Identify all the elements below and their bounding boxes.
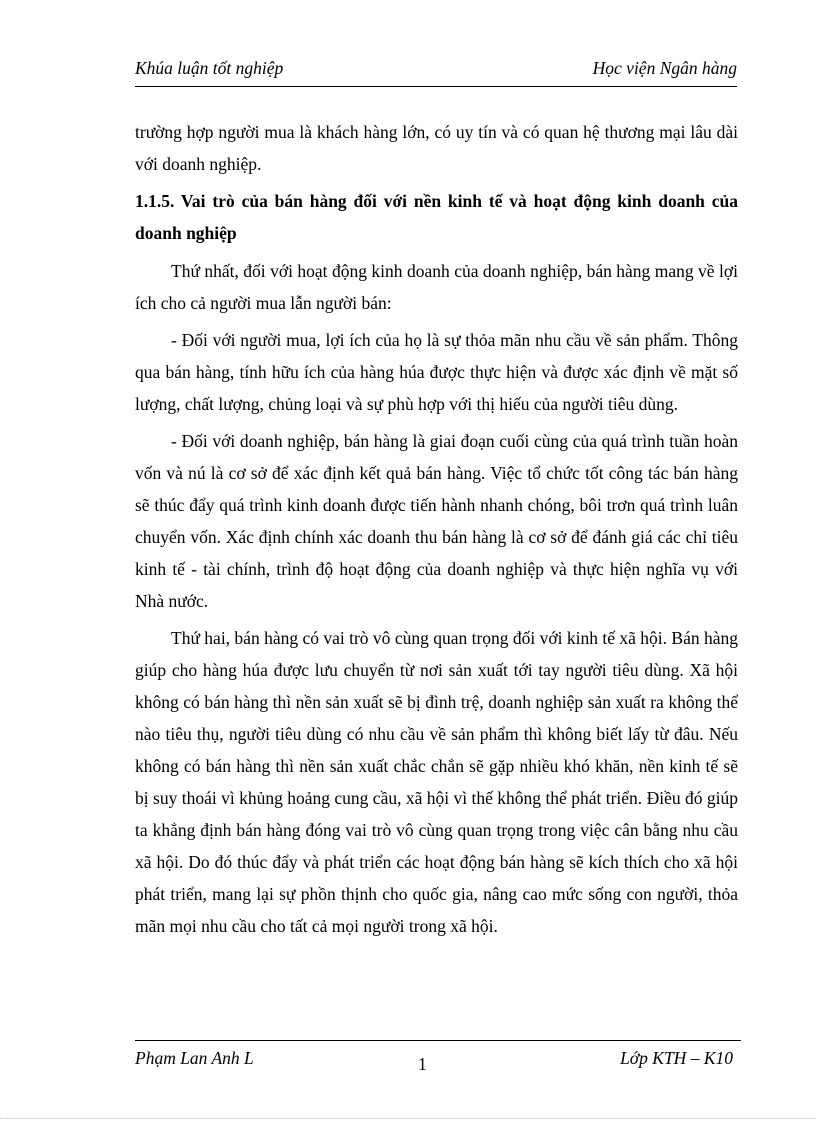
paragraph-buyer-benefit: - Đối với người mua, lợi ích của họ là sự thỏa mãn nhu cầu về sản phẩm. Thông qua bán hàng, tính hữu ích của hàng húa được thực hiện và được xác định về mặt số lượng, chất lượng, chủng loại và sự phù hợp với thị hiếu của người tiêu dùng. xyxy=(135,330,738,414)
footer-author: Phạm Lan Anh L xyxy=(135,1048,254,1068)
page-footer xyxy=(135,1040,741,1074)
paragraph-second-role: Thứ hai, bán hàng có vai trò vô cùng quan trọng đối với kinh tế xã hội. Bán hàng giúp cho hàng húa được lưu chuyển từ nơi sản xuất tới tay người tiêu dùng. Xã hội không có bán hàng thì nền sản xuất sẽ bị đình trệ, doanh nghiệp sản xuất ra không thể nào tiêu thụ, người tiêu dùng có nhu cầu về sản phẩm thì không biết lấy từ đâu. Nếu không có bán hàng thì nền sản xuất chắc chắn sẽ gặp nhiều khó khăn, nền kinh tế sẽ bị suy thoái vì khủng hoảng cung cầu, xã hội vì thế không thể phát triển. Điều đó giúp ta khẳng định bán hàng đóng vai trò vô cùng quan trọng trong việc cân bằng nhu cầu xã hội. Do đó thúc đẩy và phát triển các hoạt động bán hàng sẽ kích thích cho xã hội phát triển, mang lại sự phồn thịnh cho quốc gia, nâng cao mức sống con người, thỏa mãn mọi nhu cầu cho tất cả mọi người trong xã hội. xyxy=(135,628,738,936)
page-edge-divider xyxy=(0,1118,816,1119)
paragraph-business-benefit: - Đối với doanh nghiệp, bán hàng là giai đoạn cuối cùng của quá trình tuần hoàn vốn và nú là cơ sở để xác định kết quả bán hàng. Việc tổ chức tốt công tác bán hàng sẽ thúc đẩy quá trình kinh doanh được tiến hành nhanh chóng, bôi trơn quá trình luân chuyển vốn. Xác định chính xác doanh thu bán hàng là cơ sở để đánh giá các chỉ tiêu kinh tế - tài chính, trình độ hoạt động của doanh nghiệp và thực hiện nghĩa vụ với Nhà nước. xyxy=(135,431,738,611)
page-header xyxy=(135,58,737,87)
document-body xyxy=(135,116,738,947)
paragraph-first-role: Thứ nhất, đối với hoạt động kinh doanh của doanh nghiệp, bán hàng mang về lợi ích cho cả người mua lẫn người bán: xyxy=(135,261,738,313)
footer-class: Lớp KTH – K10 xyxy=(620,1048,733,1068)
header-thesis-label: Khúa luận tốt nghiệp xyxy=(135,58,284,78)
page-number: 1 xyxy=(418,1054,427,1074)
header-institution: Học viện Ngân hàng xyxy=(592,58,737,78)
section-heading: 1.1.5. Vai trò của bán hàng đối với nền kinh tế và hoạt động kinh doanh của doanh nghiệp xyxy=(135,191,738,243)
paragraph-continuation: trường hợp người mua là khách hàng lớn, có uy tín và có quan hệ thương mại lâu dài với doanh nghiệp. xyxy=(135,122,738,174)
